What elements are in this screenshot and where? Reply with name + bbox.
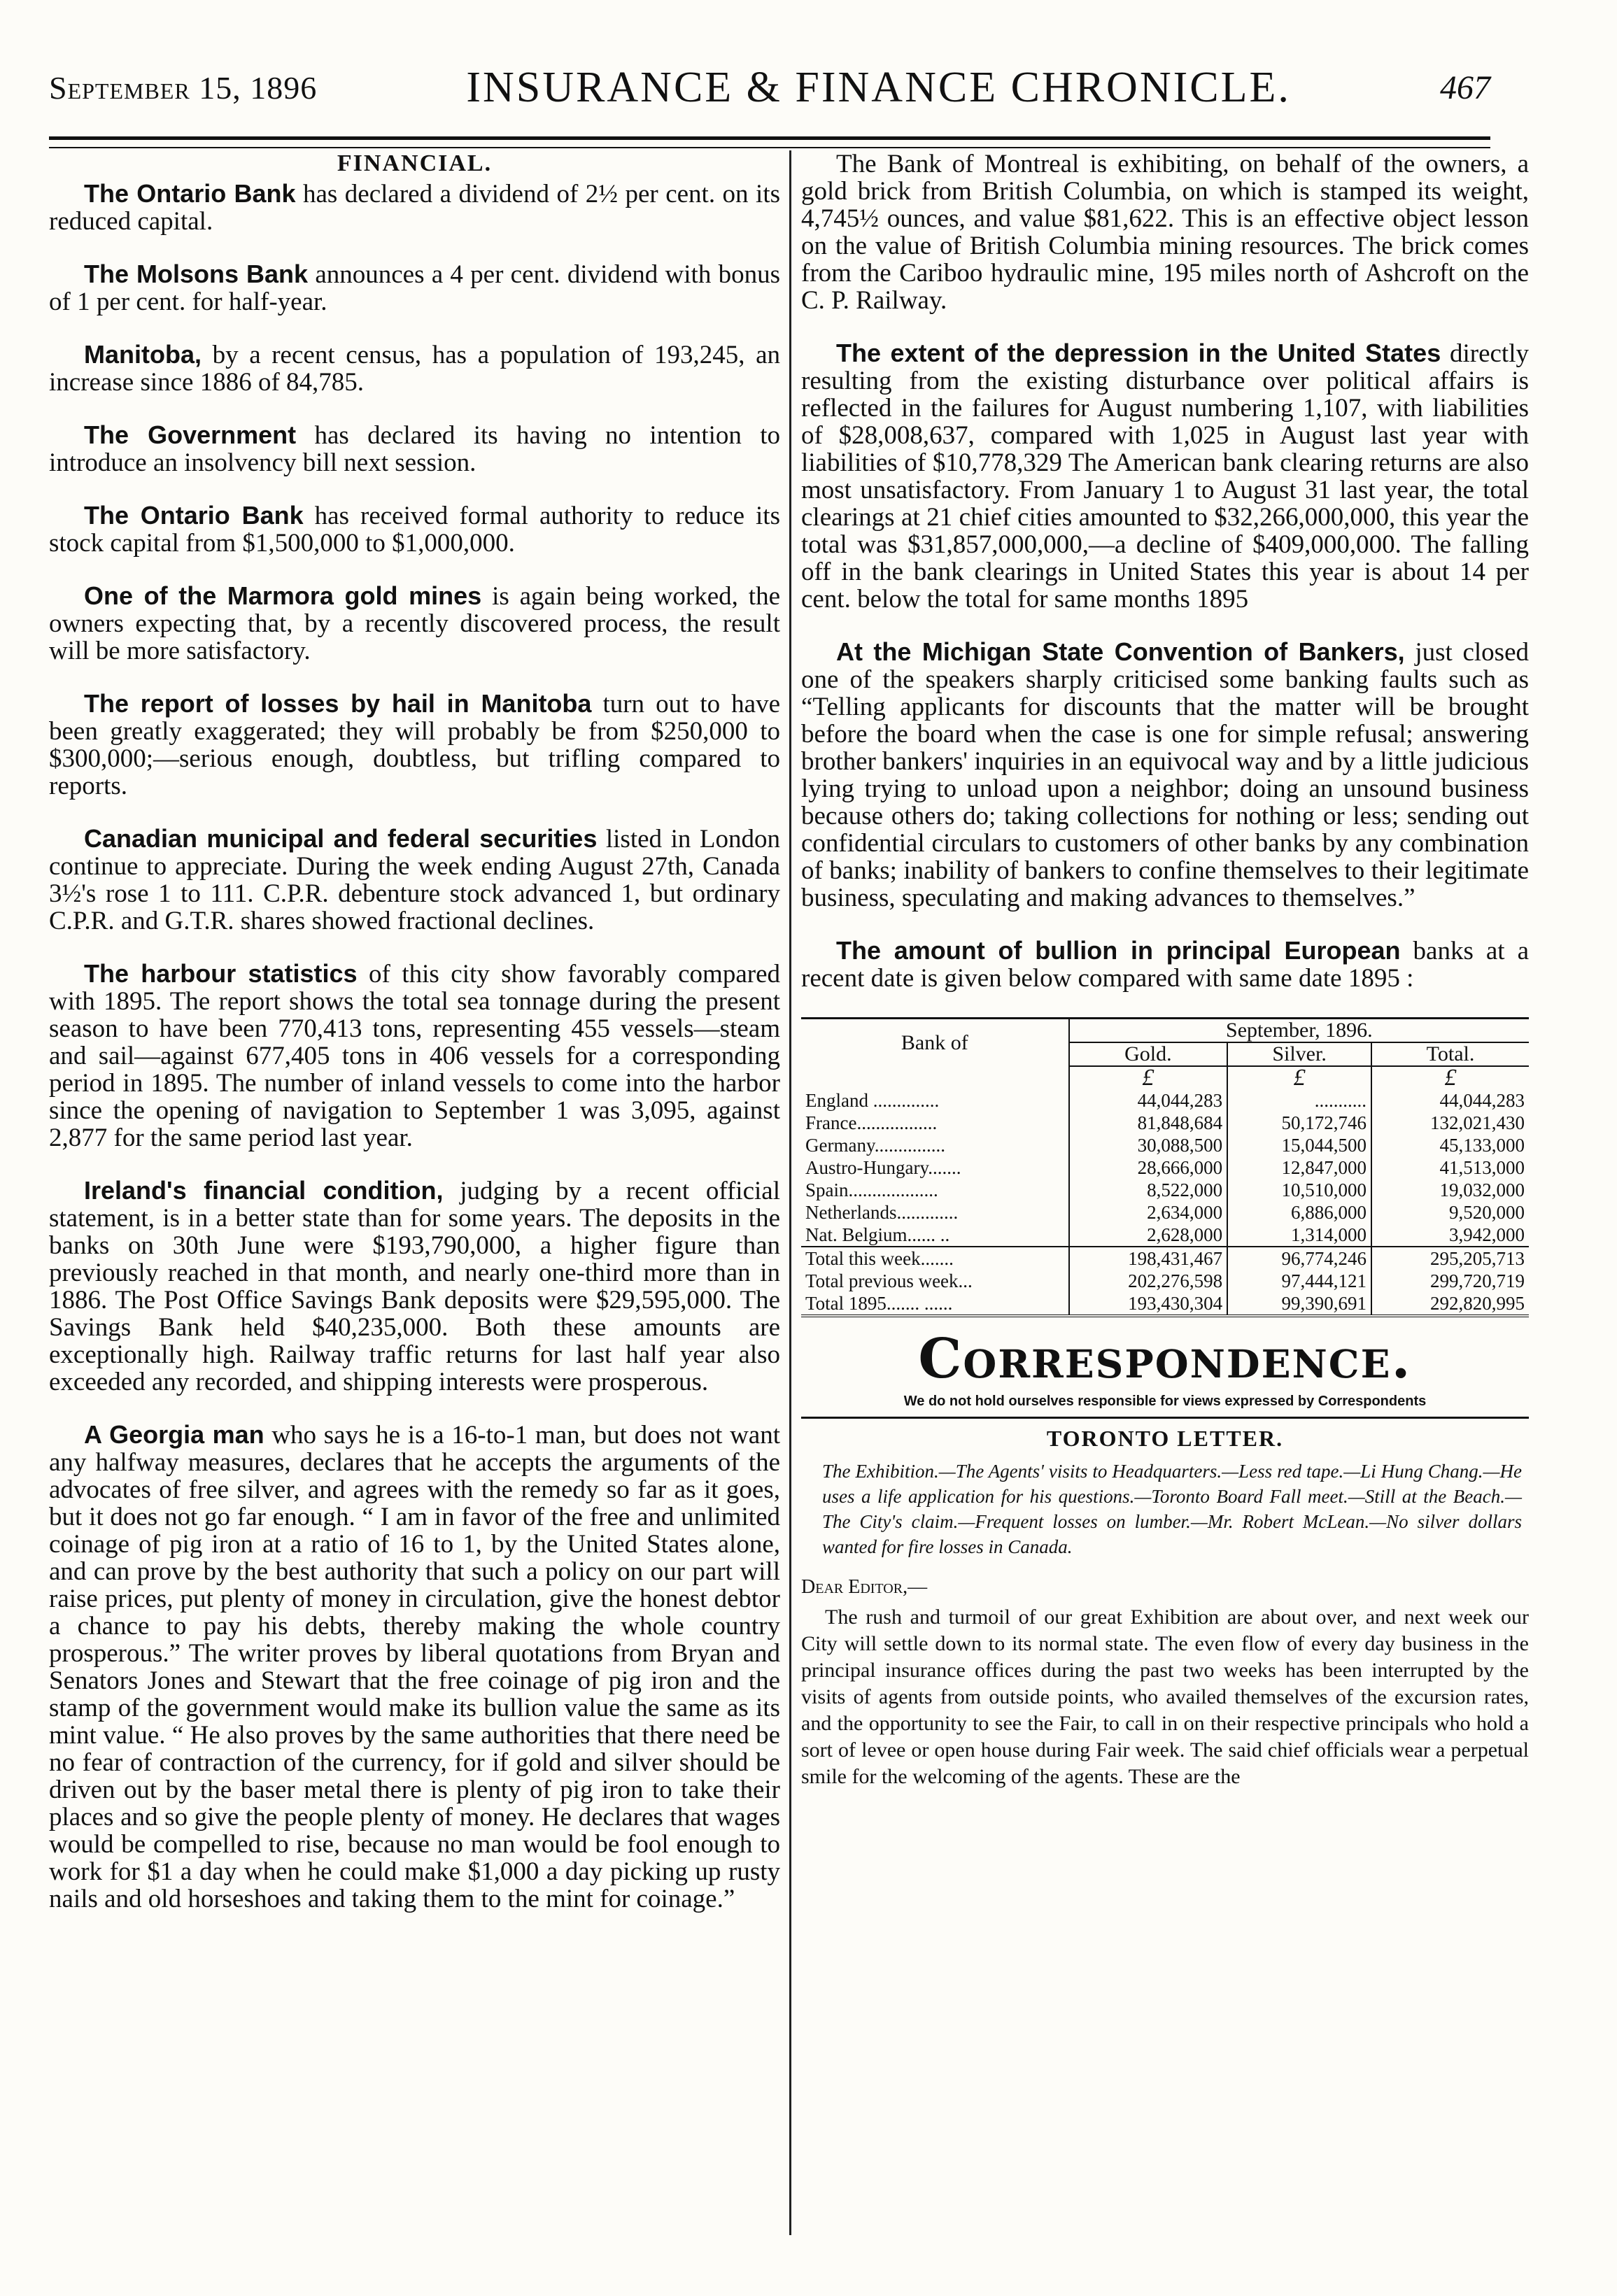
issue-date: September 15, 1896 bbox=[49, 69, 318, 106]
correspondence-disclaimer: We do not hold ourselves responsible for views expressed by Correspondents bbox=[903, 1394, 1427, 1409]
financial-paragraphs bbox=[49, 180, 780, 1913]
page-header bbox=[49, 42, 1490, 133]
bullion-total-row bbox=[801, 1270, 1529, 1292]
silver-value: 97,444,121 bbox=[1227, 1270, 1371, 1292]
row-label: England .............. bbox=[805, 1090, 940, 1111]
currency-symbol-gold: £ bbox=[1069, 1066, 1227, 1089]
letter-salutation: Dear Editor,— bbox=[801, 1576, 928, 1598]
total-value: 41,513,000 bbox=[1371, 1156, 1529, 1179]
gold-value: 8,522,000 bbox=[1069, 1179, 1227, 1201]
bullion-row bbox=[801, 1201, 1529, 1224]
paragraph-text: has received formal authority to reduce its stock capital from $1,500,000 to $1,000,000. bbox=[49, 502, 780, 558]
row-label: Austro-Hungary....... bbox=[805, 1157, 961, 1178]
paragraph-lead: The amount of bullion in principal European bbox=[836, 936, 1401, 965]
bullion-row bbox=[801, 1089, 1529, 1112]
silver-value: 96,774,246 bbox=[1227, 1247, 1371, 1270]
page-number: 467 bbox=[1439, 69, 1490, 106]
letter-summary: The Exhibition.—The Agents' visits to Headquarters.—Less red tape.—Li Hung Chang.—He uses a life application for his questions.—Toronto Board Fall meet.—Still at the Beach.—The City's claim.—Frequent losses on lumber.—Mr. Robert McLean.—No silver dollars wanted for fire losses in Canada. bbox=[822, 1461, 1522, 1557]
paragraph-lead: The Ontario Bank bbox=[84, 179, 296, 208]
row-label: Total this week....... bbox=[801, 1247, 1069, 1270]
column-divider bbox=[789, 150, 791, 2235]
publication-title: INSURANCE & FINANCE CHRONICLE. bbox=[466, 63, 1291, 111]
total-value: 44,044,283 bbox=[1371, 1089, 1529, 1112]
article-paragraph bbox=[49, 341, 780, 396]
paragraph-text: judging by a recent official statement, is in a better state than for some years. The deposits in the banks on 30th June were $193,790,000, a higher figure than previously reached in that month, and nearly one-third more than in 1886. The Post Office Savings Bank deposits were $29,595,000. The Savings Bank held $40,235,000. Both these amounts are exceptionally high. Railway traffic returns for last half year also exceeded any recorded, and shipping interests were prosperous. bbox=[49, 1177, 780, 1396]
paragraph-text: turn out to have been greatly exaggerated; they will probably be from $250,000 to $300,000;—serious enough, doubtless, but trifling compared to reports. bbox=[49, 690, 780, 800]
gold-value: 2,628,000 bbox=[1069, 1224, 1227, 1247]
article-paragraph bbox=[49, 1177, 780, 1396]
article-paragraph bbox=[49, 1421, 780, 1913]
right-column bbox=[801, 150, 1529, 1790]
paragraph-text: by a recent census, has a population of 193,245, an increase since 1886 of 84,785. bbox=[49, 341, 780, 397]
bullion-row bbox=[801, 1156, 1529, 1179]
article-paragraph bbox=[49, 825, 780, 935]
currency-symbol-total: £ bbox=[1371, 1066, 1529, 1089]
currency-row bbox=[801, 1066, 1529, 1089]
row-label: Spain................... bbox=[805, 1179, 938, 1200]
paragraph-lead: Manitoba, bbox=[84, 340, 202, 369]
bullion-table bbox=[801, 1017, 1529, 1317]
silver-value: 6,886,000 bbox=[1227, 1201, 1371, 1224]
silver-value: 50,172,746 bbox=[1227, 1112, 1371, 1134]
gold-column-header: Gold. bbox=[1069, 1042, 1227, 1066]
article-paragraph bbox=[49, 960, 780, 1151]
paragraph-lead: The Molsons Bank bbox=[84, 260, 309, 288]
silver-value: 99,390,691 bbox=[1227, 1292, 1371, 1316]
total-value: 3,942,000 bbox=[1371, 1224, 1529, 1247]
paragraph-lead: The Ontario Bank bbox=[84, 501, 304, 530]
row-label: Total previous week... bbox=[805, 1270, 973, 1291]
paragraph-lead: The extent of the depression in the United States bbox=[836, 339, 1441, 367]
total-value: 45,133,000 bbox=[1371, 1134, 1529, 1156]
article-paragraph bbox=[801, 937, 1529, 992]
article-paragraph bbox=[49, 260, 780, 316]
total-value: 9,520,000 bbox=[1371, 1201, 1529, 1224]
paragraph-text: The Bank of Montreal is exhibiting, on behalf of the owners, a gold brick from British Columbia, on which is stamped its weight, 4,745½ ounces, and value $81,622. This is an effective object lesson on the value of British Columbia mining resources. The brick comes from the Cariboo hydraulic mine, 195 miles north of Ashcroft on the C. P. Railway. bbox=[801, 150, 1529, 315]
row-label: France................. bbox=[805, 1112, 938, 1133]
bullion-row bbox=[801, 1179, 1529, 1201]
article-paragraph bbox=[801, 638, 1529, 912]
paragraph-text: has declared a dividend of 2½ per cent. on its reduced capital. bbox=[49, 180, 780, 236]
total-value: 19,032,000 bbox=[1371, 1179, 1529, 1201]
row-label: Germany............... bbox=[805, 1135, 945, 1156]
silver-column-header: Silver. bbox=[1227, 1042, 1371, 1066]
total-column-header: Total. bbox=[1371, 1042, 1529, 1066]
news-paragraphs bbox=[801, 150, 1529, 992]
gold-value: 28,666,000 bbox=[1069, 1156, 1227, 1179]
silver-value: 10,510,000 bbox=[1227, 1179, 1371, 1201]
gold-value: 44,044,283 bbox=[1069, 1089, 1227, 1112]
gold-value: 2,634,000 bbox=[1069, 1201, 1227, 1224]
total-value: 132,021,430 bbox=[1371, 1112, 1529, 1134]
row-label: Netherlands............. bbox=[805, 1202, 959, 1223]
currency-symbol-silver: £ bbox=[1227, 1066, 1371, 1089]
paragraph-text: of this city show favorably compared with 1895. The report shows the total sea tonnage during the present season to have been 770,413 tons, representing 455 vessels—steam and sail—against 677,405 tons in 406 vessels for a corresponding period in 1895. The number of inland vessels to come into the harbor since the opening of navigation to September 1 was 3,095, against 2,877 for the same period last year. bbox=[49, 960, 780, 1152]
paragraph-text: announces a 4 per cent. dividend with bonus of 1 per cent. for half-year. bbox=[49, 260, 780, 316]
gold-value: 30,088,500 bbox=[1069, 1134, 1227, 1156]
paragraph-text: has declared its having no intention to introduce an insolvency bill next session. bbox=[49, 421, 780, 477]
article-paragraph bbox=[49, 421, 780, 476]
paragraph-lead: One of the Marmora gold mines bbox=[84, 581, 482, 610]
bullion-row bbox=[801, 1224, 1529, 1247]
left-column bbox=[49, 150, 780, 1938]
article-paragraph bbox=[49, 180, 780, 235]
article-paragraph bbox=[801, 339, 1529, 613]
bullion-table-header-row bbox=[801, 1019, 1529, 1043]
article-paragraph bbox=[49, 502, 780, 557]
paragraph-text: banks at a recent date is given below compared with same date 1895 : bbox=[801, 937, 1529, 993]
bank-of-header: Bank of bbox=[801, 1019, 1069, 1067]
total-value: 299,720,719 bbox=[1371, 1270, 1529, 1292]
paragraph-lead: Canadian municipal and federal securities bbox=[84, 824, 598, 853]
row-label: Nat. Belgium...... .. bbox=[805, 1224, 950, 1245]
gold-value: 193,430,304 bbox=[1069, 1292, 1227, 1316]
bullion-total-row bbox=[801, 1292, 1529, 1316]
paragraph-text: is again being worked, the owners expecting that, by a recently discovered process, the result will be more satisfactory. bbox=[49, 582, 780, 665]
bullion-total-row bbox=[801, 1247, 1529, 1270]
section-title-financial: FINANCIAL. bbox=[337, 150, 493, 176]
total-value: 292,820,995 bbox=[1371, 1292, 1529, 1316]
gold-value: 81,848,684 bbox=[1069, 1112, 1227, 1134]
paragraph-lead: A Georgia man bbox=[84, 1420, 264, 1449]
bullion-table-body bbox=[801, 1066, 1529, 1316]
header-rule bbox=[49, 136, 1490, 148]
row-label: Total 1895....... ...... bbox=[801, 1292, 1069, 1316]
bullion-row bbox=[801, 1134, 1529, 1156]
total-value: 295,205,713 bbox=[1371, 1247, 1529, 1270]
paragraph-text: directly resulting from the existing disturbance over political affairs is reflected in the failures for August numbering 1,107, with liabilities of $28,008,637, compared with 1,025 in August last year with liabilities of $10,778,329 The American bank clearing returns are also most unsatisfactory. From January 1 to August 31 last year, the total clearings at 21 chief cities amounted to $32,266,000,000, this year the total was $31,857,000,000,—a decline of $409,000,000. The falling off in the bank clearings in United States this year is about 14 per cent. below the total for same months 1895 bbox=[801, 339, 1529, 614]
letter-title: TORONTO LETTER. bbox=[1046, 1426, 1284, 1451]
paragraph-lead: The report of losses by hail in Manitoba bbox=[84, 689, 592, 718]
gold-value: 198,431,467 bbox=[1069, 1247, 1227, 1270]
bullion-row bbox=[801, 1112, 1529, 1134]
paragraph-text: just closed one of the speakers sharply criticised some banking faults such as “Telling applicants for discounts that the matter will be brought before the board when the case is one for simple refusal; answering brother bankers' inquiries in an equivocal way and by a little judicious lying trying to unload upon a neighbor; doing an unsound business because others do; taking collections for nothing or less; sending out confidential circulars to customers of other banks by any combination of banks; inability of bankers to confine themselves to their legitimate business, speculating and making advances to themselves.” bbox=[801, 638, 1529, 912]
article-paragraph bbox=[801, 150, 1529, 314]
paragraph-text: who says he is a 16-to-1 man, but does not want any halfway measures, declares that he accepts the arguments of the advocates of free silver, and agrees with the remedy so far as it goes, but it does not go far enough. “ I am in favor of the free and unlimited coinage of pig iron at a ratio of 16 to 1, by the United States alone, and can prove by the best authority that such a policy on our part will raise prices, put plenty of money in circulation, give the honest debtor a chance to pay his debts, thereby making the whole country prosperous.” The writer proves by liberal quotations from Bryan and Senators Jones and Stewart that the free coinage of pig iron and the stamp of the government would make its bullion value the same as its mint value. “ He also proves by the same authorities that there need be no fear of contraction of the currency, for if gold and silver should be driven out by the baser metal there is plenty of pig iron to take their places and so give the people plenty of money. He declares that wages would be compelled to rise, because no man would be fool enough to work for $1 a day when he could make $1,000 a day picking up rusty nails and old horseshoes and taking them to the mint for coinage.” bbox=[49, 1421, 780, 1913]
article-paragraph bbox=[49, 582, 780, 665]
currency-blank bbox=[801, 1066, 1069, 1089]
article-paragraph bbox=[49, 690, 780, 800]
silver-value: 1,314,000 bbox=[1227, 1224, 1371, 1247]
silver-value: ........... bbox=[1227, 1089, 1371, 1112]
correspondence-title: Correspondence. bbox=[918, 1327, 1412, 1391]
paragraph-lead: Ireland's financial condition, bbox=[84, 1176, 444, 1205]
correspondence-rule bbox=[801, 1417, 1529, 1419]
paragraph-text: listed in London continue to appreciate. During the week ending August 27th, Canada 3½'s rose 1 to 111. C.P.R. debenture stock advanced 1, but ordinary C.P.R. and G.T.R. shares showed fractional declines. bbox=[49, 825, 780, 935]
silver-value: 12,847,000 bbox=[1227, 1156, 1371, 1179]
paragraph-lead: At the Michigan State Convention of Bankers, bbox=[836, 637, 1405, 666]
silver-value: 15,044,500 bbox=[1227, 1134, 1371, 1156]
period-header: September, 1896. bbox=[1069, 1019, 1529, 1043]
paragraph-lead: The harbour statistics bbox=[84, 959, 358, 988]
letter-body: The rush and turmoil of our great Exhibition are about over, and next week our City will settle down to its normal state. The even flow of every day business in the principal insurance offices during the past two weeks has been interrupted by the visits of agents from outside points, who availed themselves of the excursion rates, and the opportunity to see the Fair, to call in on their respective principals who hold a sort of levee or open house during Fair week. The said chief officials wear a perpetual smile for the welcoming of the agents. These are the bbox=[801, 1606, 1529, 1788]
gold-value: 202,276,598 bbox=[1069, 1270, 1227, 1292]
paragraph-lead: The Government bbox=[84, 420, 297, 449]
